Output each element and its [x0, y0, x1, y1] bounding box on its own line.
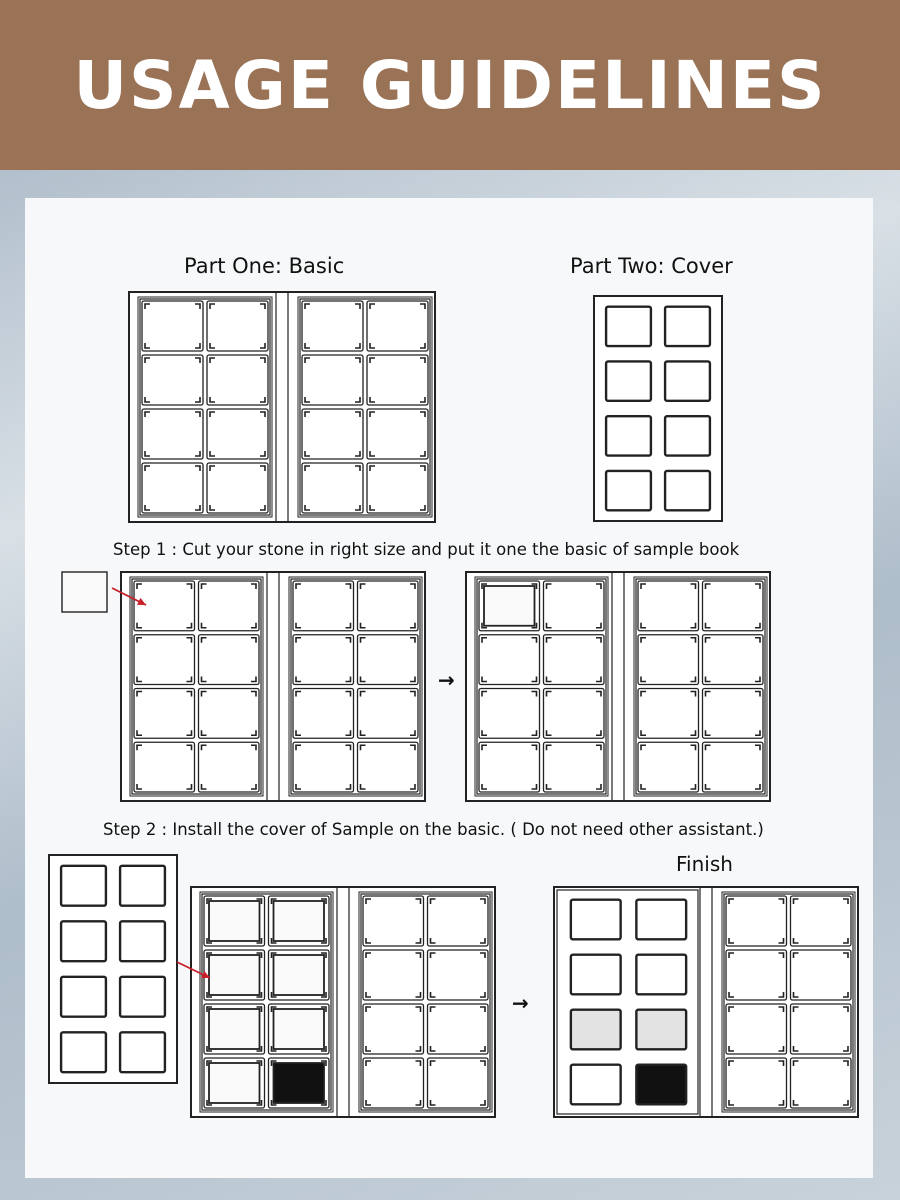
slot-cell — [207, 301, 268, 351]
cover-window — [61, 977, 106, 1017]
slot-cell — [703, 689, 764, 739]
slot-cell — [293, 581, 354, 631]
stone — [209, 901, 260, 941]
slot-cell — [791, 950, 852, 1000]
cover-window — [606, 471, 651, 510]
slot-cell — [703, 581, 764, 631]
slot-cell — [428, 896, 489, 946]
slot-cell — [726, 1004, 787, 1054]
stone — [274, 1063, 325, 1103]
step1-label: Step 1 : Cut your stone in right size and put it one the basic of sample book — [113, 540, 740, 559]
cover-window — [665, 416, 710, 455]
slot-cell — [363, 1004, 424, 1054]
slot-cell — [367, 355, 428, 405]
slot-cell — [142, 463, 203, 513]
slot-cell — [363, 896, 424, 946]
slot-cell — [638, 581, 699, 631]
cover-window — [571, 1065, 621, 1105]
slot-cell — [302, 355, 363, 405]
slot-cell — [791, 1058, 852, 1108]
cover-window — [571, 955, 621, 995]
slot-cell — [358, 581, 419, 631]
slot-cell — [703, 635, 764, 685]
cover-window — [571, 900, 621, 940]
header-banner — [0, 0, 900, 170]
cover-window — [61, 921, 106, 961]
stone — [274, 955, 325, 995]
cover-window — [120, 1032, 165, 1072]
cover-window — [571, 1010, 621, 1050]
slot-cell — [199, 635, 260, 685]
finish-label: Finish — [676, 852, 733, 876]
cover-window — [665, 307, 710, 346]
arrow-step2: → — [512, 991, 529, 1015]
cover-window — [636, 1010, 686, 1050]
cover-window — [636, 900, 686, 940]
slot-cell — [363, 1058, 424, 1108]
cover-window — [61, 1032, 106, 1072]
slot-cell — [638, 742, 699, 792]
slot-cell — [428, 1004, 489, 1054]
slot-cell — [791, 896, 852, 946]
slot-cell — [479, 635, 540, 685]
slot-cell — [134, 635, 195, 685]
cover-window — [636, 955, 686, 995]
stone — [209, 1009, 260, 1049]
stone — [274, 1009, 325, 1049]
slot-cell — [791, 1004, 852, 1054]
slot-cell — [726, 950, 787, 1000]
step1-result-book — [465, 571, 771, 802]
part-two-label: Part Two: Cover — [570, 254, 733, 278]
slot-cell — [726, 896, 787, 946]
slot-cell — [479, 742, 540, 792]
slot-cell — [293, 689, 354, 739]
stone-square — [62, 572, 107, 612]
slot-cell — [367, 301, 428, 351]
slot-cell — [199, 689, 260, 739]
slot-cell — [638, 689, 699, 739]
slot-cell — [367, 463, 428, 513]
slot-cell — [544, 635, 605, 685]
slot-cell — [358, 742, 419, 792]
slot-cell — [367, 409, 428, 459]
cover-panel-diagram — [593, 295, 723, 522]
stone — [484, 586, 535, 626]
cover-window — [61, 866, 106, 906]
slot-cell — [142, 355, 203, 405]
slot-cell — [703, 742, 764, 792]
cover-window — [636, 1065, 686, 1105]
slot-cell — [363, 950, 424, 1000]
part-one-label: Part One: Basic — [184, 254, 345, 278]
slot-cell — [134, 742, 195, 792]
slot-cell — [199, 581, 260, 631]
page-title: USAGE GUIDELINES — [73, 46, 827, 124]
cover-window — [120, 977, 165, 1017]
slot-cell — [134, 689, 195, 739]
slot-cell — [207, 355, 268, 405]
step2-label: Step 2 : Install the cover of Sample on the basic. ( Do not need other assistant.) — [103, 820, 764, 839]
slot-cell — [358, 689, 419, 739]
step2-cover-panel — [48, 854, 178, 1084]
slot-cell — [638, 635, 699, 685]
slot-cell — [134, 581, 195, 631]
slot-cell — [293, 635, 354, 685]
cover-window — [120, 921, 165, 961]
slot-cell — [302, 409, 363, 459]
single-stone-square — [61, 571, 108, 613]
stone — [209, 955, 260, 995]
stone — [209, 1063, 260, 1103]
slot-cell — [302, 301, 363, 351]
finish-book — [553, 886, 859, 1118]
arrow-step1: → — [438, 668, 455, 692]
basic-book-diagram — [128, 291, 436, 523]
cover-window — [665, 471, 710, 510]
slot-cell — [302, 463, 363, 513]
cover-window — [606, 416, 651, 455]
cover-window — [120, 866, 165, 906]
slot-cell — [479, 689, 540, 739]
slot-cell — [544, 581, 605, 631]
slot-cell — [544, 689, 605, 739]
slot-cell — [293, 742, 354, 792]
slot-cell — [207, 409, 268, 459]
slot-cell — [142, 301, 203, 351]
stone — [274, 901, 325, 941]
slot-cell — [428, 1058, 489, 1108]
cover-window — [606, 307, 651, 346]
slot-cell — [726, 1058, 787, 1108]
step1-basic-book — [120, 571, 426, 802]
slot-cell — [428, 950, 489, 1000]
slot-cell — [207, 463, 268, 513]
slot-cell — [358, 635, 419, 685]
slot-cell — [142, 409, 203, 459]
slot-cell — [199, 742, 260, 792]
step2-basic-book — [190, 886, 496, 1118]
cover-window — [665, 361, 710, 400]
cover-window — [606, 361, 651, 400]
slot-cell — [544, 742, 605, 792]
